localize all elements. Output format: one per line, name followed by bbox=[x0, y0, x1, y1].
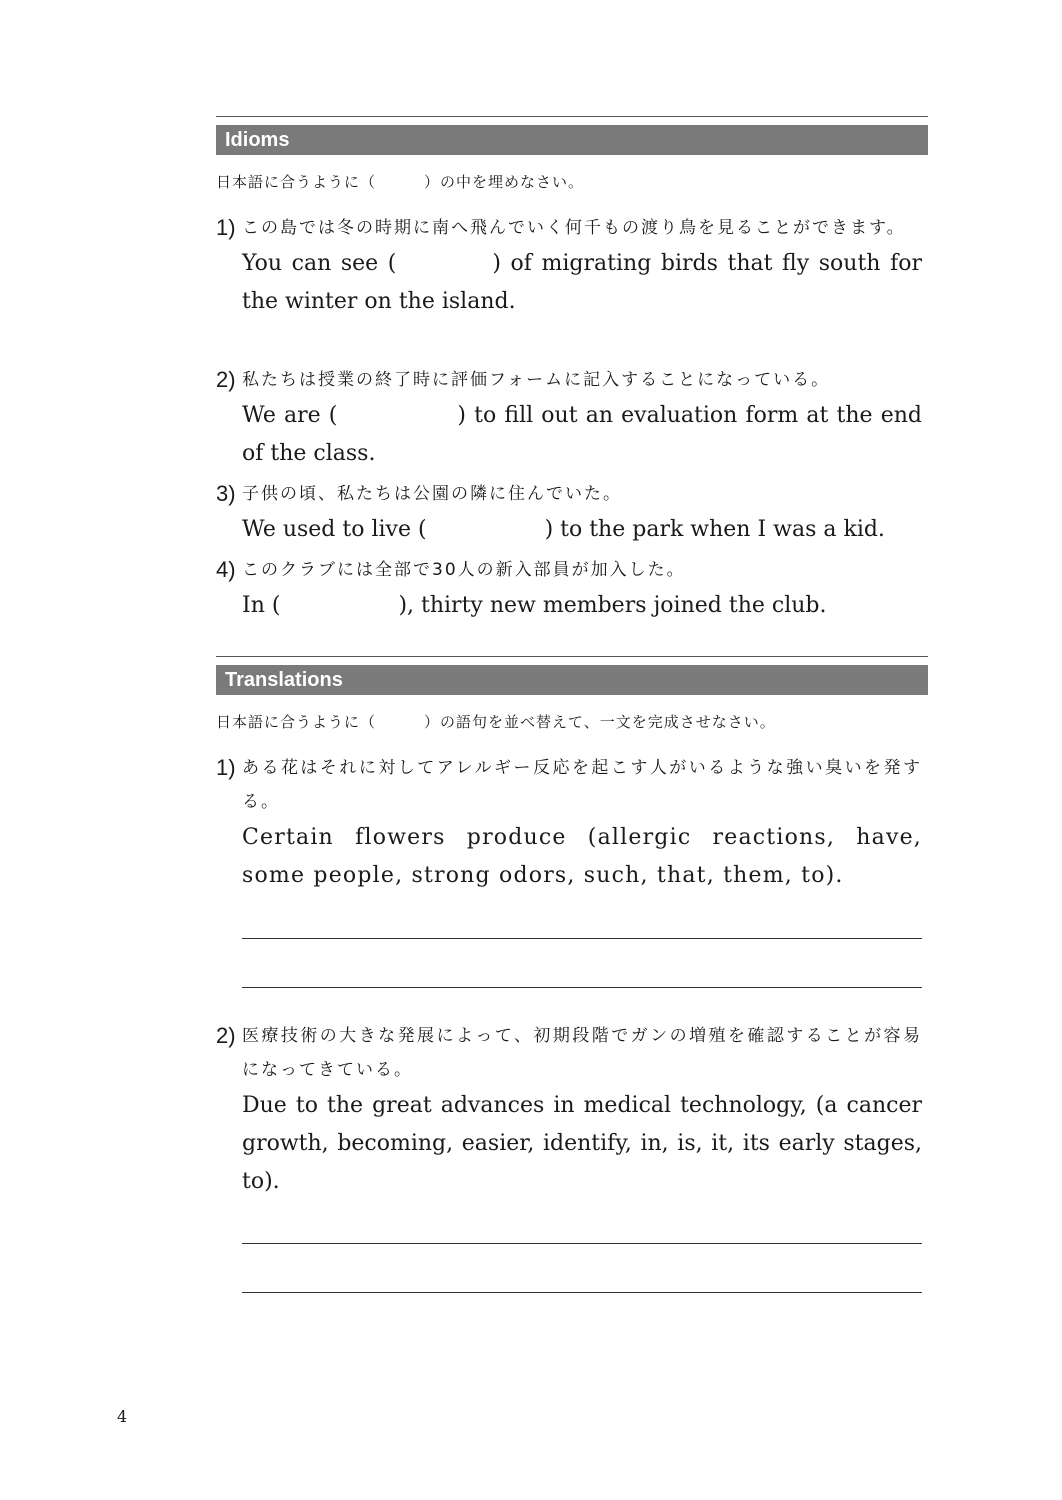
answer-line[interactable] bbox=[242, 987, 922, 988]
sentence-part: ) of migrating birds that fly south for the winter on the island. bbox=[242, 251, 922, 314]
english-sentence bbox=[242, 397, 922, 473]
japanese-sentence: 子供の頃、私たちは公園の隣に住んでいた。 bbox=[242, 484, 622, 504]
japanese-sentence: 私たちは授業の終了時に評価フォームに記入することになっている。 bbox=[242, 370, 831, 390]
sentence-part: ) to fill out an evaluation form at the end of the class. bbox=[242, 403, 923, 466]
translations-section bbox=[216, 656, 928, 735]
idiom-question-3 bbox=[216, 477, 922, 549]
idioms-section bbox=[216, 116, 928, 195]
japanese-sentence: ある花はそれに対してアレルギー反応を起こす人がいるような強い臭いを発する。 bbox=[242, 758, 922, 812]
english-sentence bbox=[242, 245, 922, 321]
sentence-part: You can see ( bbox=[242, 251, 397, 276]
english-prompt: Certain flowers produce (allergic reactions, have, some people, strong odors, such, that, them, to). bbox=[242, 825, 922, 888]
idiom-question-4 bbox=[216, 553, 922, 625]
answer-line[interactable] bbox=[242, 1292, 922, 1293]
section-divider bbox=[216, 656, 928, 657]
question-number: 2) bbox=[216, 1023, 236, 1048]
english-sentence bbox=[242, 587, 922, 625]
section-heading-translations: Translations bbox=[216, 665, 928, 695]
sentence-part: ) to the park when I was a kid. bbox=[544, 517, 885, 542]
answer-line[interactable] bbox=[242, 1243, 922, 1244]
page-number: 4 bbox=[117, 1407, 128, 1426]
sentence-part: We are ( bbox=[242, 403, 338, 428]
japanese-sentence: 医療技術の大きな発展によって、初期段階でガンの増殖を確認することが容易になってきている。 bbox=[242, 1026, 922, 1080]
answer-line[interactable] bbox=[242, 938, 922, 939]
question-number: 4) bbox=[216, 557, 236, 582]
section-heading-idioms: Idioms bbox=[216, 125, 928, 155]
english-prompt: Due to the great advances in medical technology, (a cancer growth, becoming, easier, identify, in, is, it, its early stages, to). bbox=[242, 1093, 922, 1194]
question-number: 1) bbox=[216, 755, 236, 780]
sentence-part: In ( bbox=[242, 593, 281, 618]
idioms-instruction: 日本語に合うように（ ）の中を埋めなさい。 bbox=[216, 173, 585, 191]
idiom-question-1 bbox=[216, 211, 922, 321]
section-divider bbox=[216, 116, 928, 117]
translations-instruction: 日本語に合うように（ ）の語句を並べ替えて、一文を完成させなさい。 bbox=[216, 713, 776, 731]
japanese-sentence: この島では冬の時期に南へ飛んでいく何千もの渡り鳥を見ることができます。 bbox=[242, 218, 906, 238]
sentence-part: ), thirty new members joined the club. bbox=[398, 593, 827, 618]
translation-question-1 bbox=[216, 751, 922, 895]
question-number: 2) bbox=[216, 367, 236, 392]
translation-question-2 bbox=[216, 1019, 922, 1201]
idiom-question-2 bbox=[216, 363, 922, 473]
question-number: 1) bbox=[216, 215, 236, 240]
japanese-sentence: このクラブには全部で30人の新入部員が加入した。 bbox=[242, 560, 686, 580]
sentence-part: We used to live ( bbox=[242, 517, 427, 542]
english-sentence bbox=[242, 511, 922, 549]
question-number: 3) bbox=[216, 481, 236, 506]
